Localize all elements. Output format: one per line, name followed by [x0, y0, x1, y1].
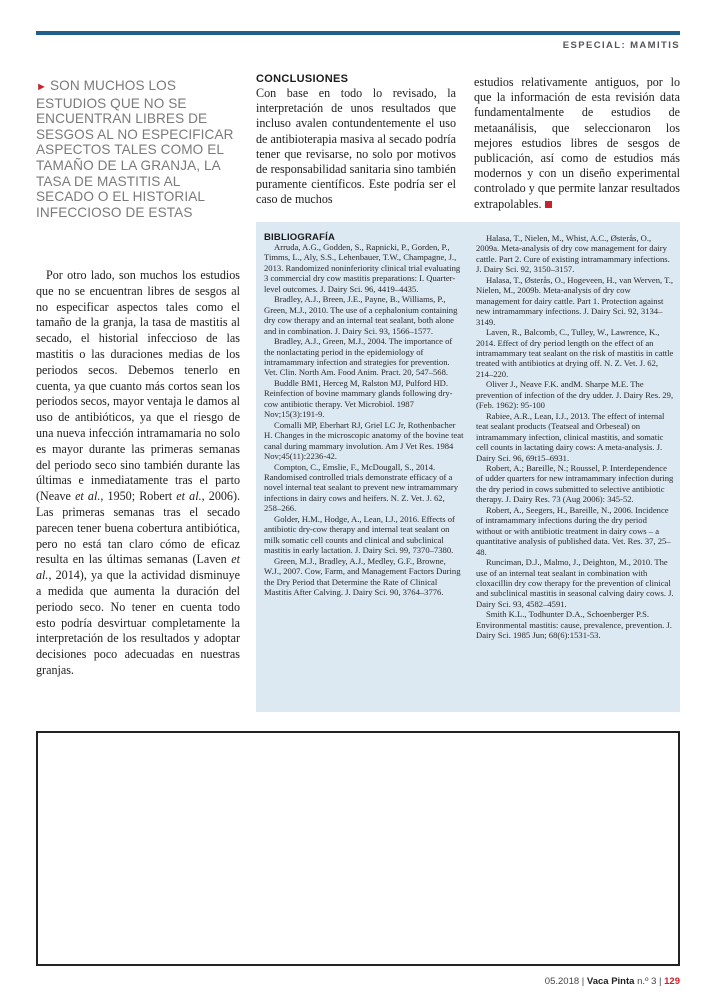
conclusions-heading: CONCLUSIONES: [256, 73, 349, 85]
et-al: et al.: [36, 552, 240, 583]
et-al: et al.: [75, 489, 101, 504]
reference: Bradley, A.J., Breen, J.E., Payne, B., Williams, P., Green, M.J., 2010. The use of a cephalonium containing dry cow therapy and an internal teat sealant, both alone and in combination. J. Dairy Sci. 93, 1566–1577.: [264, 294, 458, 336]
footer-magazine: Vaca Pinta: [586, 976, 635, 987]
end-square-icon: [545, 201, 552, 208]
reference: Buddle BM1, Herceg M, Ralston MJ, Pulford HD. Reinfection of bovine mammary glands following dry-cow antibiotic therapy. Vet Microbiol. 1987 Nov;15(3):191-9.: [264, 377, 453, 420]
reference: Runciman, D.J., Malmo, J., Deighton, M., 2010. The use of an internal teat sealant in combination with cloxacillin dry cow therapy for the prevention of clinical and subclinical mastitis in seasonal calving dairy cows. J. Dairy Sci. 93, 4582–4591.: [476, 557, 674, 609]
body-text-b: , 1950; Robert: [100, 489, 177, 504]
bibliography-left-column: [264, 242, 464, 597]
et-al: et al.: [176, 489, 202, 504]
empty-ad-frame: [36, 731, 680, 966]
reference: Green, M.J., Bradley, A.J., Medley, G.F., Browne, W.J., 2007. Cow, Farm, and Management Factors During the Dry Period that Determine the Rate of Clinical Mastitis After Calving. J. Dairy Sci. 90, 3764–3776.: [264, 555, 461, 597]
body-text-d: , 2014), ya que la actividad disminuye a medida que aumenta la duración del periodo seco. No tener en cuenta todo esto podría desvirtuar completamente la interpretación de los resultados y adoptar decisiones poco adecuadas en nuestras granjas.: [36, 568, 240, 677]
page-number: 129: [664, 976, 680, 987]
reference: Rabiee, A.R., Lean, I.J., 2013. The effect of internal teat sealant products (Teatseal and Orbeseal) on intramammary infection, clinical mastitis, and somatic cell counts in lactating dairy cows: A meta-analysis. J. Dairy Sci. 96, 69t15–6931.: [476, 410, 665, 463]
reference: Arruda, A.G., Godden, S., Rapnicki, P., Gorden, P., Timms, L., Aly, S.S., Lehenbauer, T.W., Champagne, J., 2013. Randomized noninferiority clinical trial evaluating 3 commercial dry cow mastitis preparations: I. Quarter-level outcomes. J. Dairy Sci. 96, 4419–4435.: [264, 242, 461, 294]
body-text-a: Por otro lado, son muchos los estudios que no se encuentran libres de sesgos al no especificar aspectos tales como el tamaño de la granja, la tasa de mastitis al secado, el historial infeccioso de las mastitis o las duraciones medias de los periodos secos. Debemos tenerlo en cuenta, ya que cuanto más cortos sean los periodos secos, mayor ventaja le damos al uso de antibióticos, ya que el riesgo de una nueva infección intramamaria no solo es mayor durante las primeras semanas del periodo seco sino también durante las últimas e inmediatamente tras el parto (Neave: [36, 268, 240, 504]
section-label: ESPECIAL: MAMITIS: [562, 40, 680, 51]
top-rule: [36, 31, 680, 35]
reference: Halasa, T., Østerås, O., Hogeveen, H., van Werven, T., Nielen, M., 2009b. Meta-analysis of dry cow management for dairy cattle. Part 1. Protection against new intramammary infections. J. Dairy Sci. 92, 3134–3149.: [476, 274, 674, 327]
reference: Bradley, A.J., Green, M.J., 2004. The importance of the nonlactating period in the epidemiology of intramammary infection and strategies for prevention. Vet. Clin. North Am. Food Anim. Pract. 20, 547–568.: [264, 336, 453, 378]
pullquote-text: SON MUCHOS LOS ESTUDIOS QUE NO SE ENCUENTRAN LIBRES DE SESGOS AL NO ESPECIFICAR ASPECTOS TALES COMO EL TAMAÑO DE LA GRANJA, LA TASA DE MASTITIS AL SECADO O EL HISTORIAL INFECCIOSO DE ESTAS: [36, 78, 234, 220]
reference: Robert, A., Seegers, H., Bareille, N., 2006. Incidence of intramammary infections during the dry period without or with antibiotic treatment in dairy cows – a quantitative analysis of published data. Vet. Res. 37, 25–48.: [476, 504, 671, 557]
reference: Golder, H.M., Hodge, A., Lean, I.J., 2016. Effects of antibiotic dry-cow therapy and internal teat sealant on milk somatic cell counts and clinical and subclinical mastitis in early lactation. J. Dairy Sci. 99, 7370–7380.: [264, 513, 455, 556]
pullquote: [36, 78, 236, 220]
reference: Robert, A.; Bareille, N.; Roussel, P. Interdependence of udder quarters for new intramammary infection during the dry period in cows submitted to selective antibiotic therapy. J. Dairy Res. 73 (Aug 2006): 345-52.: [476, 462, 674, 505]
bibliography-right-column: [476, 233, 674, 641]
body-text-c: , 2006). Las primeras semanas tras el secado parecen tener buena cobertura antibiótica, pero no está tan claro cómo de eficaz resulta en las últimas semanas (Laven: [36, 489, 241, 567]
bibliography-box: [256, 222, 680, 712]
reference: Oliver J., Neave F.K. andM. Sharpe M.E. The prevention of infection of the dry udder. J. Dairy Res. 29, (Feb. 1962): 95-100: [476, 379, 674, 411]
conclusions-section: [256, 73, 456, 208]
page-footer: 05.2018 | Vaca Pinta n.º 3 | 129: [544, 976, 680, 987]
footer-date: 05.2018: [544, 976, 580, 987]
reference: Comalli MP, Eberhart RJ, Griel LC Jr, Rothenbacher H. Changes in the microscopic anatomy of the bovine teat canal during mammary involution. Am J Vet Res. 1984 Nov;45(11):2236-42.: [264, 419, 464, 462]
reference: Smith K.L., Todhunter D.A., Schoenberger P.S. Environmental mastitis: cause, prevalence, prevention. J. Dairy Sci. 1985 Jun; 68(6):1531-53.: [476, 609, 672, 641]
conclusions-col2-wrap: [474, 75, 680, 212]
conclusions-col1: Con base en todo lo revisado, la interpretación de unos resultados que incluso avalen contundentemente el uso de antibioterapia masiva al secado podría tener que revisarse, no solo por motivos de responsabilidad sanitaria sino también puramente científicos. Este podría ser el caso de muchos: [256, 86, 456, 207]
reference: Halasa, T., Nielen, M., Whist, A.C., Østerås, O., 2009a. Meta-analysis of dry cow management for dairy cattle. Part 2. Cure of existing intramammary infections. J. Dairy Sci. 92, 3150–3157.: [476, 233, 670, 275]
footer-issue: n.º 3: [637, 976, 657, 987]
conclusions-col2: estudios relativamente antiguos, por lo que la información de esta revisión data fundamentalmente de estudios de metaanálisis, que seleccionaron los mejores estudios libres de sesgos de publicación, así como de estudios más modernos y con un diseño experimental controlado y que permite lanzar resultados extrapolables.: [474, 75, 680, 211]
reference: Compton, C., Emslie, F., McDougall, S., 2014. Randomised controlled trials demonstrate efficacy of a novel internal teat sealant to prevent new intramammary infections in dairy cows and heifers. N. Z. Vet. J. 62, 258–266.: [264, 461, 459, 514]
reference: Laven, R., Balcomb, C., Tulley, W., Lawrence, K., 2014. Effect of dry period length on the effect of an intramammary teat sealant on the risk of mastitis in cattle treated with antibiotics at drying off. N. Z. Vet. J. 62, 214–220.: [476, 327, 674, 379]
bibliography-heading: BIBLIOGRAFÍA: [264, 232, 336, 243]
caret-right-icon: ►: [36, 81, 47, 93]
body-paragraph: [36, 268, 240, 679]
